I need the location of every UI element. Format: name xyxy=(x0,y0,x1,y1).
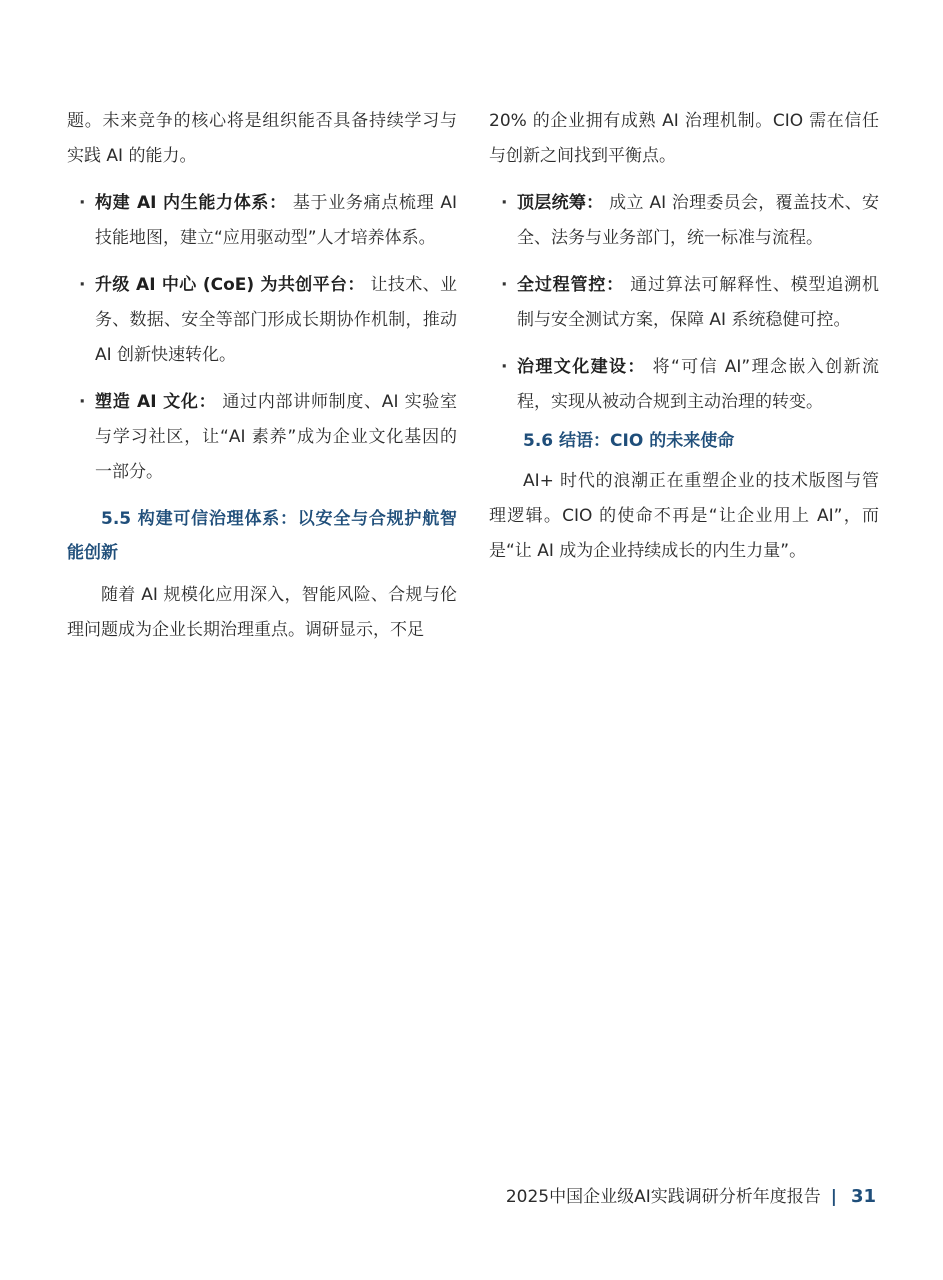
left-column xyxy=(67,104,457,648)
bullet-lead: 全过程管控： xyxy=(517,275,624,295)
left-top-paragraph: 题。未来竞争的核心将是组织能否具备持续学习与实践 AI 的能力。 xyxy=(67,111,457,166)
bullet-lead: 顶层统筹： xyxy=(517,193,604,213)
list-item xyxy=(489,350,879,420)
bullet-dot-icon: · xyxy=(501,193,508,213)
left-bullet-list xyxy=(67,186,457,490)
right-bullet-list xyxy=(489,186,879,420)
bullet-text: 通过算法可解释性、模型追溯机制与安全测试方案，保障 AI 系统稳健可控。 xyxy=(517,275,880,330)
bullet-dot-icon: · xyxy=(79,275,86,295)
list-item xyxy=(67,268,457,373)
section-heading-5-5: 5.5 构建可信治理体系：以安全与合规护航智能创新 xyxy=(67,509,457,563)
right-bottom-paragraph: AI+ 时代的浪潮正在重塑企业的技术版图与管理逻辑。CIO 的使命不再是“让企业用上 AI”，而是“让 AI 成为企业持续成长的内生力量”。 xyxy=(489,471,879,561)
bullet-dot-icon: · xyxy=(501,357,508,377)
section-heading-5-6: 5.6 结语：CIO 的未来使命 xyxy=(523,431,735,451)
bullet-dot-icon: · xyxy=(501,275,508,295)
right-top-paragraph: 20% 的企业拥有成熟 AI 治理机制。CIO 需在信任与创新之间找到平衡点。 xyxy=(489,111,879,166)
bullet-lead: 升级 AI 中心 (CoE) 为共创平台： xyxy=(95,275,365,295)
report-title: 2025中国企业级AI实践调研分析年度报告 xyxy=(505,1187,821,1207)
footer-separator: | xyxy=(830,1187,837,1207)
bullet-lead: 构建 AI 内生能力体系： xyxy=(95,193,287,213)
bullet-lead: 治理文化建设： xyxy=(517,357,646,377)
bullet-text: 通过内部讲师制度、AI 实验室与学习社区，让“AI 素养”成为企业文化基因的一部分。 xyxy=(95,392,457,482)
bullet-dot-icon: · xyxy=(79,193,86,213)
bullet-text: 成立 AI 治理委员会，覆盖技术、安全、法务与业务部门，统一标准与流程。 xyxy=(517,193,880,248)
left-bottom-paragraph: 随着 AI 规模化应用深入，智能风险、合规与伦理问题成为企业长期治理重点。调研显示，不足 xyxy=(67,585,457,640)
bullet-lead: 塑造 AI 文化： xyxy=(95,392,217,412)
list-item xyxy=(489,186,879,256)
bullet-text: 将“可信 AI”理念嵌入创新流程，实现从被动合规到主动治理的转变。 xyxy=(517,357,879,412)
list-item xyxy=(67,186,457,256)
list-item xyxy=(67,385,457,490)
right-column xyxy=(489,104,879,569)
list-item xyxy=(489,268,879,338)
page-number: 31 xyxy=(850,1186,876,1207)
bullet-text: 基于业务痛点梳理 AI 技能地图，建立“应用驱动型”人才培养体系。 xyxy=(95,193,458,248)
bullet-text: 让技术、业务、数据、安全等部门形成长期协作机制，推动 AI 创新快速转化。 xyxy=(95,275,457,365)
bullet-dot-icon: · xyxy=(79,392,86,412)
page-footer xyxy=(506,1183,876,1211)
